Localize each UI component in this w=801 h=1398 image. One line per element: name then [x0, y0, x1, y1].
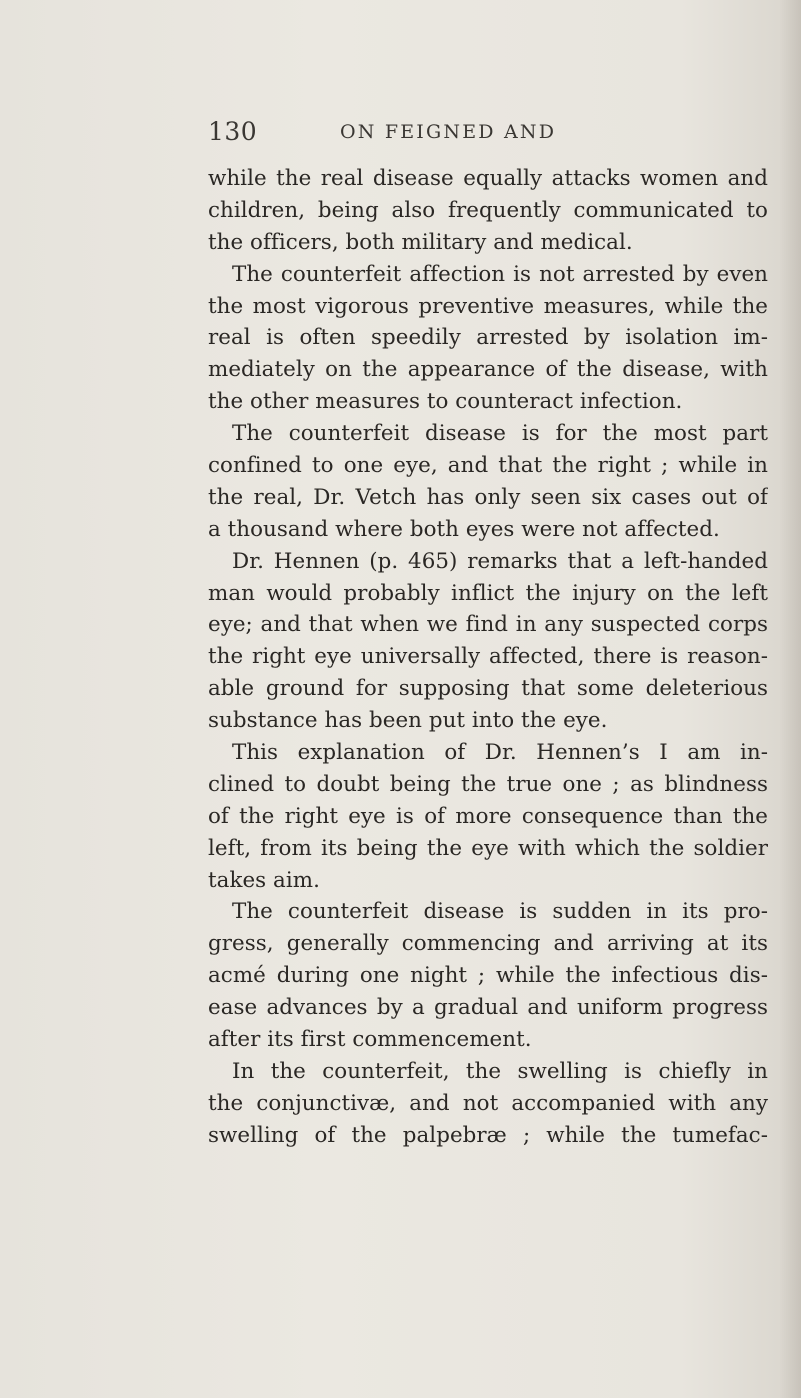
text-line: while the real disease equally attacks women and — [208, 166, 768, 191]
text-line: swelling of the palpebræ ; while the tumefac- — [208, 1122, 768, 1148]
text-line: left, from its being the eye with which the soldier — [208, 835, 768, 861]
text-line: the most vigorous preventive measures, while the — [208, 293, 768, 319]
page-number: 130 — [208, 117, 258, 146]
text-line: eye; and that when we find in any suspected corps — [208, 612, 768, 638]
text-line: Dr. Hennen (p. 465) remarks that a left-handed — [232, 548, 768, 574]
text-line: clined to doubt being the true one ; as blindness — [208, 771, 768, 797]
text-line: ease advances by a gradual and uniform progress — [208, 995, 768, 1021]
text-line: a thousand where both eyes were not affected. — [208, 516, 720, 542]
text-line: children, being also frequently communicated to — [208, 197, 768, 223]
text-line: takes aim. — [208, 867, 320, 893]
text-line: The counterfeit disease is sudden in its pro- — [232, 899, 768, 925]
text-line: the other measures to counteract infection. — [208, 389, 683, 415]
text-line: The counterfeit disease is for the most part — [232, 421, 768, 447]
text-line: man would probably inflict the injury on the left — [208, 580, 768, 606]
text-line: after its first commencement. — [208, 1027, 532, 1053]
text-line: The counterfeit affection is not arrested by even — [232, 261, 768, 287]
text-line: gress, generally commencing and arriving at its — [208, 931, 768, 957]
body-text — [208, 163, 768, 1152]
text-line: mediately on the appearance of the disease, with — [208, 357, 768, 383]
page-edge-shadow — [779, 0, 801, 1398]
text-line: confined to one eye, and that the right ; while in — [208, 453, 768, 479]
text-line: of the right eye is of more consequence than the — [208, 803, 768, 829]
text-line: real is often speedily arrested by isolation im- — [208, 325, 768, 351]
running-head: ON FEIGNED AND — [340, 121, 557, 143]
text-line: substance has been put into the eye. — [208, 708, 608, 734]
text-line: This explanation of Dr. Hennen’s I am in- — [232, 740, 768, 766]
page-header — [208, 117, 668, 157]
text-line: the right eye universally affected, there is reason- — [208, 644, 768, 670]
text-line: In the counterfeit, the swelling is chiefly in — [232, 1058, 768, 1084]
text-line: the real, Dr. Vetch has only seen six cases out of — [208, 484, 768, 510]
text-line: able ground for supposing that some deleterious — [208, 676, 768, 702]
text-line: the officers, both military and medical. — [208, 229, 633, 255]
text-line: the conjunctivæ, and not accompanied with any — [208, 1090, 768, 1116]
text-line: acmé during one night ; while the infectious dis- — [208, 963, 768, 989]
